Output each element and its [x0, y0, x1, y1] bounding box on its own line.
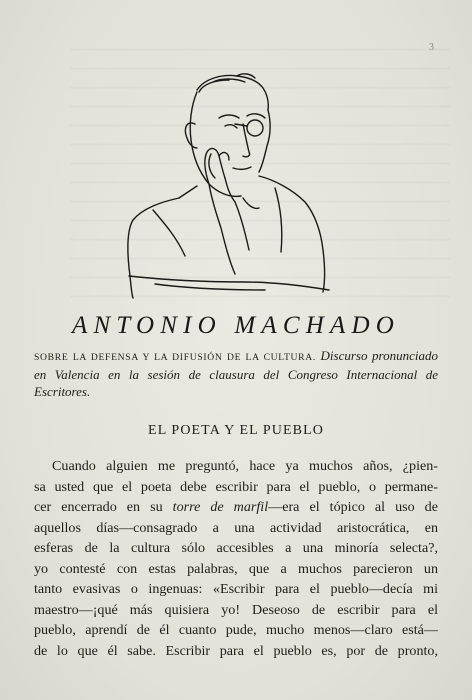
- subtitle: [34, 347, 438, 400]
- body-line: tanto evasivas o ingenuas: «Escribir para el pueblo—decía mi: [34, 581, 438, 597]
- subtitle-caps: SOBRE LA DEFENSA Y LA DIFUSIÓN DE LA CULTURA.: [34, 352, 316, 363]
- body-text: [34, 456, 438, 661]
- portrait-sketch: [125, 68, 330, 300]
- body-line: sa usted que el poeta debe escribir para el pueblo, o permane-: [34, 478, 438, 495]
- body-line: pueblo, aprendí de él cuanto pude, mucho menos—claro está—: [34, 622, 438, 638]
- body-line: yo contesté con estas palabras, que a muchos parecieron un: [34, 560, 438, 577]
- body-line: de lo que él sabe. Escribir para el pueblo es, por de pronto,: [34, 642, 438, 659]
- author-title: ANTONIO MACHADO: [72, 312, 400, 339]
- body-line: esferas de la cultura sólo accesibles a una minoría selecta?,: [34, 540, 438, 556]
- body-line: aquellos días—consagrado a una actividad aristocrática, en: [34, 519, 438, 536]
- body-line: Cuando alguien me preguntó, hace ya muchos años, ¿pien-: [52, 458, 438, 474]
- body-line: cer encerrado en su torre de marfil—era el tópico al uso de: [34, 499, 438, 515]
- body-line: maestro—¡qué más quisiera yo! Deseoso de escribir para el: [34, 601, 438, 618]
- section-heading: EL POETA Y EL PUEBLO: [148, 423, 324, 438]
- subtitle-italic: Discurso pronunciado en Valencia en la sesión de clausura del Congreso Internacional de Escritores.: [34, 348, 438, 399]
- page-number: 3: [429, 42, 434, 53]
